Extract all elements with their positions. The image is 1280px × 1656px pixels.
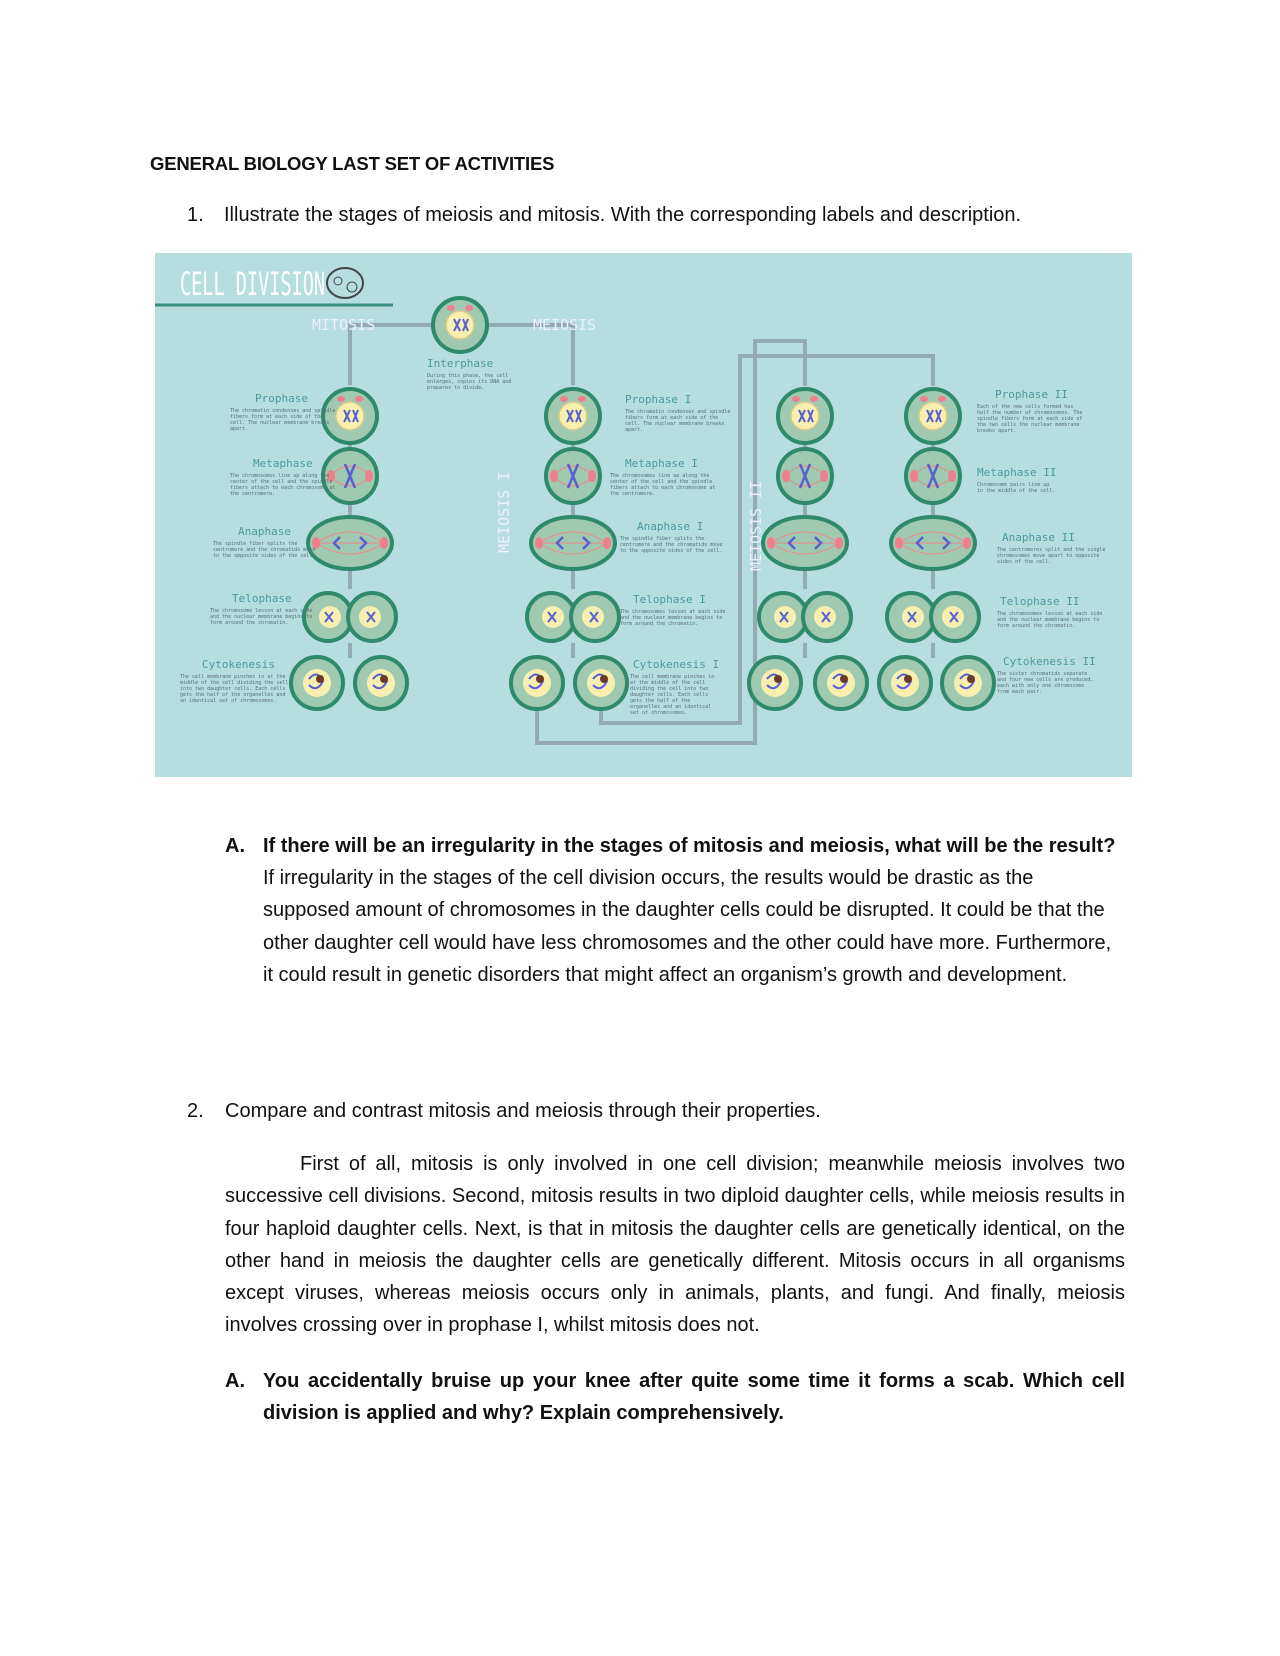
mitosis-heading: MITOSIS	[312, 316, 376, 334]
meiosis1-stage-label: Anaphase I	[637, 520, 704, 533]
interphase-desc: During this phase, the cell enlarges, copies its DNA and prepares to divide.	[427, 373, 512, 391]
answer-a1: If irregularity in the stages of the cell division occurs, the results would be drastic as the supposed amount of chromosomes in the daughter cells could be disrupted. It could be that the other daughter cell would have less chromosomes and the other could have more. Furthermore, it could result in genetic disorders that might affect an organism’s growth and development.	[263, 867, 1112, 986]
meiosis-heading: MEIOSIS	[533, 316, 597, 334]
meiosis1-stage-desc: The spindle fiber splits the centromere and the chromatids move to the opposite sides of the cell.	[620, 536, 723, 554]
meiosis2-stage-label: Metaphase II	[977, 466, 1057, 479]
question-1-text: Illustrate the stages of meiosis and mitosis. With the corresponding labels and description.	[224, 204, 1022, 226]
question-a2-label: A.	[225, 1370, 245, 1392]
document-title: GENERAL BIOLOGY LAST SET OF ACTIVITIES	[150, 153, 555, 174]
meiosis2-stage-desc: The centromeres split and the single chromosomes move apart to opposite sides of the cell.	[997, 547, 1106, 565]
meiosis1-stage-desc: The chromosomes lesson at each side and the nuclear membrane begins to form around the chromatin.	[620, 609, 726, 627]
meiosis2-stage-label: Cytokenesis II	[1003, 655, 1096, 668]
meiosis2-stage-desc: The sister chromatids separate and four new cells are produced, each with only one chromosome from each pair.	[997, 671, 1094, 695]
meiosis1-stage-label: Cytokenesis I	[633, 658, 720, 671]
meiosis-2-heading: MEIOSIS II	[747, 480, 765, 571]
meiosis2-stage-label: Telophase II	[1000, 595, 1080, 608]
meiosis2-stage-desc: Chromosome pairs line up in the middle of the cell.	[977, 482, 1056, 494]
cell-logo-icon	[327, 268, 363, 298]
figure-title: CELL DIVISION	[180, 265, 325, 303]
meiosis1-stage-desc: The chromosomes line up along the center of the cell and the spindle fibers attach to each chromosome at the centromere.	[610, 473, 716, 497]
mitosis-stage-label: Cytokenesis	[202, 658, 275, 671]
answer-2: First of all, mitosis is only involved in one cell division; meanwhile meiosis involves two successive cell divisions. Second, mitosis results in two diploid daughter cells, while meiosis results in four haploid daughter cells. Next, is that in mitosis the daughter cells are genetically identical, on the other hand in meiosis the daughter cells are genetically different. Mitosis occurs in all organisms except viruses, whereas meiosis occurs only in animals, plants, and fungi. And finally, meiosis involves crossing over in prophase I, whilst mitosis does not.	[225, 1153, 1125, 1337]
question-a1-text: If there will be an irregularity in the stages of mitosis and meiosis, what will be the result?	[263, 835, 1116, 857]
question-2-number: 2.	[187, 1100, 204, 1122]
mitosis-stage-label: Telophase	[232, 592, 292, 605]
mitosis-stage-desc: The spindle fiber splits the centromere and the chromatids move to the opposite sides of the cell.	[213, 541, 316, 559]
meiosis1-stage-desc: The cell membrane pinches in at the middle of the cell dividing the cell into two daughter cells. Each cells gets the half of the organelles and an identical set of chromosomes.	[630, 674, 715, 716]
mitosis-stage-desc: The chromosomes line up along the center of the cell and the spindle fibers attach to each chromosome at the centromere.	[230, 473, 336, 497]
question-2-text: Compare and contrast mitosis and meiosis through their properties.	[225, 1100, 821, 1122]
mitosis-stage-desc: The chromatin condenses and spindle fibers form at each side of the cell. The nuclear membrane breaks apart.	[230, 408, 336, 432]
meiosis1-stage-label: Metaphase I	[625, 457, 698, 470]
meiosis-1-heading: MEIOSIS I	[495, 471, 513, 553]
mitosis-stage-label: Anaphase	[238, 525, 291, 538]
question-a1-label: A.	[225, 835, 245, 857]
meiosis1-stage-label: Telophase I	[633, 593, 706, 606]
meiosis1-stage-label: Prophase I	[625, 393, 692, 406]
question-1-number: 1.	[187, 204, 204, 226]
meiosis2-stage-label: Anaphase II	[1002, 531, 1075, 544]
interphase-label: Interphase	[427, 357, 494, 370]
meiosis1-stage-desc: The chromatin condenses and spindle fibers form at each side of the cell. The nuclear membrane breaks apart.	[625, 409, 731, 433]
mitosis-stage-label: Metaphase	[253, 457, 313, 470]
meiosis2-stage-desc: The chromosomes lesson at each side and the nuclear membrane begins to form around the chromatin.	[997, 611, 1103, 629]
mitosis-stage-label: Prophase	[255, 392, 308, 405]
cell-division-infographic	[155, 253, 1132, 777]
mitosis-stage-desc: The chromosome lesson at each side and the nuclear membrane begins to form around the chromatin.	[210, 608, 313, 626]
meiosis2-stage-desc: Each of the new cells formed has half the number of chromosomes. The spindle fibers form at each side of the two cells the nuclear membrane breaks apart.	[977, 404, 1083, 434]
meiosis2-stage-label: Prophase II	[995, 388, 1068, 401]
mitosis-stage-desc: The cell membrane pinches in at the middle of the cell dividing the cell into two daughter cells. Each cells gets the half of the organelles and an identical set of chromosomes.	[180, 674, 289, 704]
question-a2-text: You accidentally bruise up your knee after quite some time it forms a scab. Which cell division is applied and why? Explain comprehensively.	[263, 1370, 1125, 1425]
